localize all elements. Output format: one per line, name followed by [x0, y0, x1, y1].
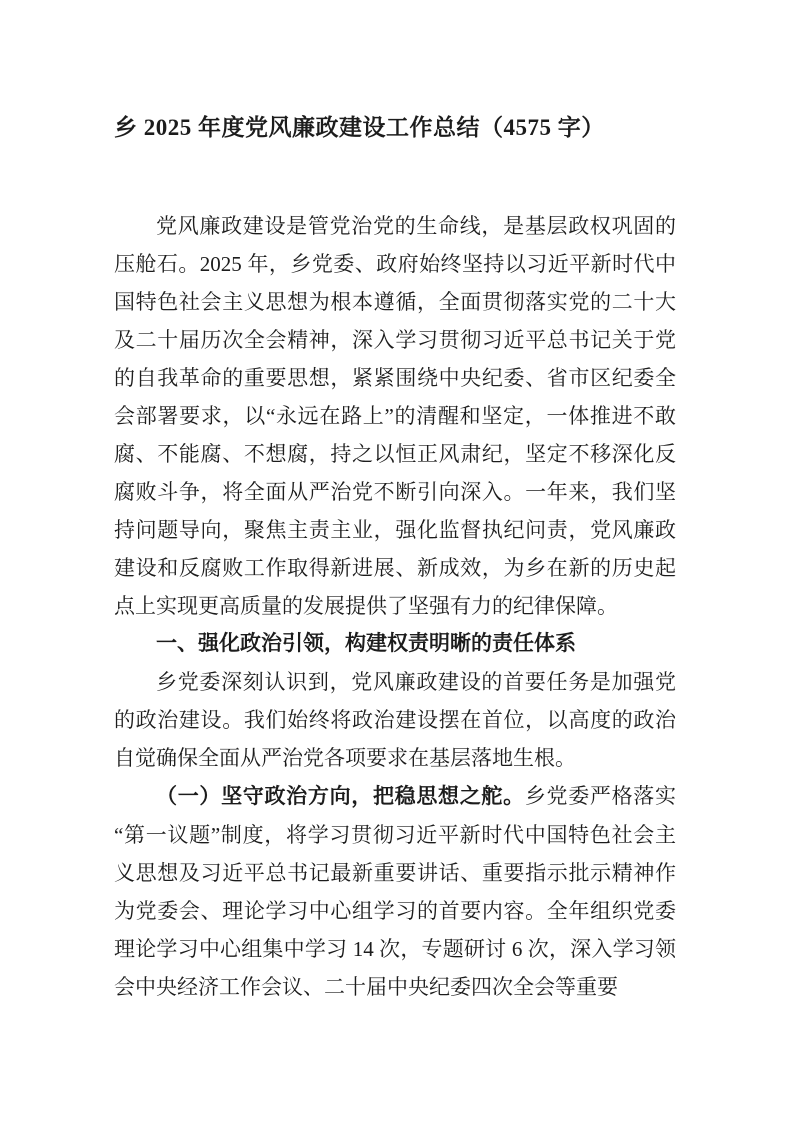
paragraph-section-body: 乡党委深刻认识到，党风廉政建设的首要任务是加强党的政治建设。我们始终将政治建设摆在首位，以高度的政治自觉确保全面从严治党各项要求在基层落地生根。: [114, 670, 676, 770]
section-heading: 一、强化政治引领，构建权责明晰的责任体系: [156, 632, 576, 655]
document-title: 乡 2025 年度党风廉政建设工作总结（4575 字）: [114, 115, 605, 140]
subsection-text: 乡党委严格落实“第一议题”制度，将学习贯彻习近平新时代中国特色社会主义思想及习近平总书记最新重要讲话、重要指示批示精神作为党委会、理论学习中心组学习的首要内容。全年组织党委理论学习中心组集中学习 14 次，专题研讨 6 次，深入学习领会中央经济工作会议、二十届中央纪委四次全会等重要: [114, 784, 677, 999]
paragraph-intro: 党风廉政建设是管党治党的生命线，是基层政权巩固的压舱石。2025 年，乡党委、政府始终坚持以习近平新时代中国特色社会主义思想为根本遵循，全面贯彻落实党的二十大及二十届历次全会精神，深入学习贯彻习近平总书记关于党的自我革命的重要思想，紧紧围绕中央纪委、省市区纪委全会部署要求，以“永远在路上”的清醒和坚定，一体推进不敢腐、不能腐、不想腐，持之以恒正风肃纪，坚定不移深化反腐败斗争，将全面从严治党不断引向深入。一年来，我们坚持问题导向，聚焦主责主业，强化监督执纪问责，党风廉政建设和反腐败工作取得新进展、新成效，为乡在新的历史起点上实现更高质量的发展提供了坚强有力的纪律保障。: [114, 214, 676, 618]
paragraph-subsection: [114, 777, 676, 1006]
document-content: [114, 107, 676, 1006]
subsection-lead: （一）坚守政治方向，把稳思想之舵。: [156, 785, 525, 808]
